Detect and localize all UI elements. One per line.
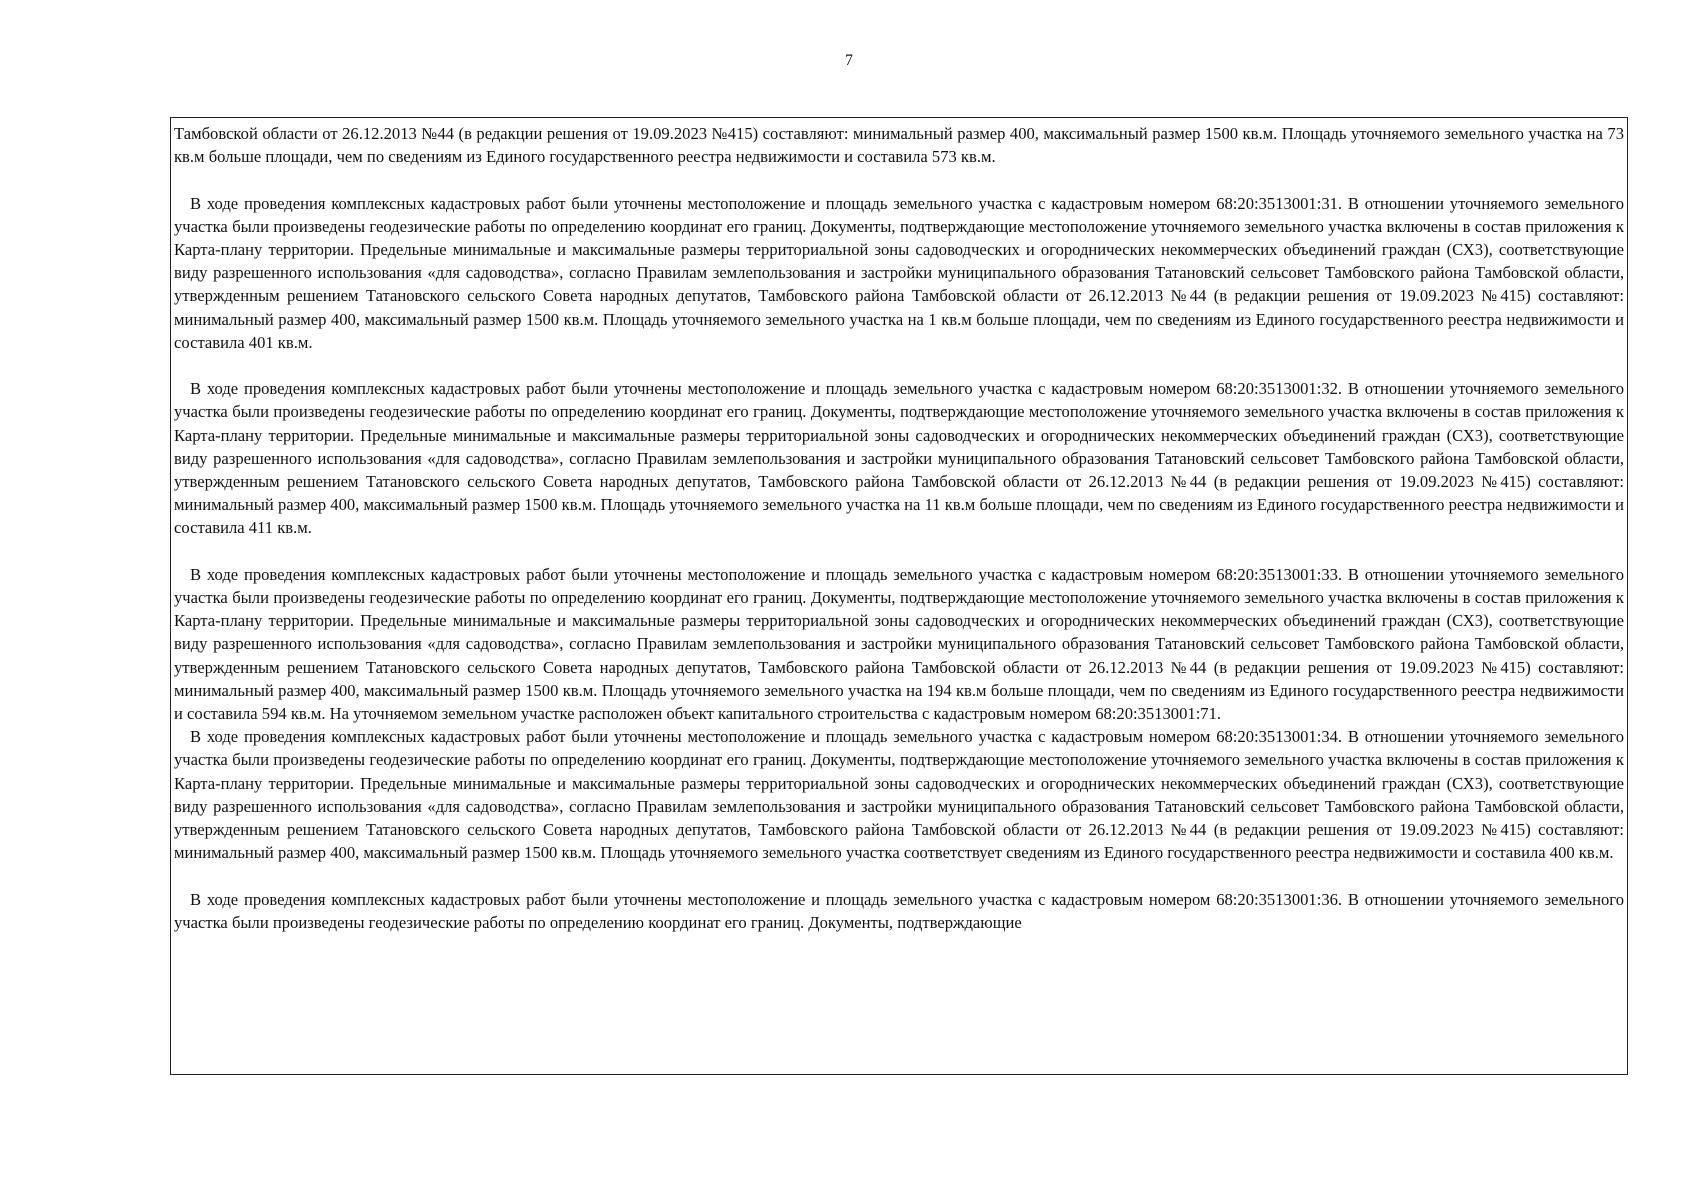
paragraph-continuation: Тамбовской области от 26.12.2013 №44 (в редакции решения от 19.09.2023 №415) составляют: минимальный размер 400, максимальный размер 1500 кв.м. Площадь уточняемого земельного участка на 73 кв.м больше площади, чем по сведениям из Единого государственного реестра недвижимости и составила 573 кв.м. [174,124,1624,167]
paragraph-parcel-33: В ходе проведения комплексных кадастровых работ были уточнены местоположение и площадь земельного участка с кадастровым номером 68:20:3513001:33. В отношении уточняемого земельного участка были произведены геодезические работы по определению координат его границ. Документы, подтверждающие местоположение уточняемого земельного участка включены в состав приложения к Карта-плану территории. Предельные минимальные и максимальные размеры территориальной зоны садоводческих и огороднических некоммерческих объединений граждан (СХ3), соответствующие виду разрешенного использования «для садоводства», согласно Правилам землепользования и застройки муниципального образования Татановский сельсовет Тамбовского района Тамбовской области, утвержденным решением Татановского сельского Совета народных депутатов, Тамбовского района Тамбовской области от 26.12.2013 №44 (в редакции решения от 19.09.2023 №415) составляют: минимальный размер 400, максимальный размер 1500 кв.м. Площадь уточняемого земельного участка на 194 кв.м больше площади, чем по сведениям из Единого государственного реестра недвижимости и составила 594 кв.м. На уточняемом земельном участке расположен объект капитального строительства с кадастровым номером 68:20:3513001:71. [174,564,1624,724]
paragraph-parcel-31: В ходе проведения комплексных кадастровых работ были уточнены местоположение и площадь земельного участка с кадастровым номером 68:20:3513001:31. В отношении уточняемого земельного участка были произведены геодезические работы по определению координат его границ. Документы, подтверждающие местоположение уточняемого земельного участка включены в состав приложения к Карта-плану территории. Предельные минимальные и максимальные размеры территориальной зоны садоводческих и огороднических некоммерческих объединений граждан (СХ3), соответствующие виду разрешенного использования «для садоводства», согласно Правилам землепользования и застройки муниципального образования Татановский сельсовет Тамбовского района Тамбовской области, утвержденным решением Татановского сельского Совета народных депутатов, Тамбовского района Тамбовской области от 26.12.2013 №44 (в редакции решения от 19.09.2023 №415) составляют: минимальный размер 400, максимальный размер 1500 кв.м. Площадь уточняемого земельного участка на 1 кв.м больше площади, чем по сведениям из Единого государственного реестра недвижимости и составила 401 кв.м. [174,193,1624,352]
paragraph-gap [174,354,1624,377]
paragraph-gap [174,168,1624,191]
paragraph-parcel-36: В ходе проведения комплексных кадастровых работ были уточнены местоположение и площадь земельного участка с кадастровым номером 68:20:3513001:36. В отношении уточняемого земельного участка были произведены геодезические работы по определению координат его границ. Документы, подтверждающие [174,889,1624,932]
page-number: 7 [845,52,853,69]
paragraph-gap [174,540,1624,563]
text-frame [170,117,1628,1075]
paragraph-gap [174,864,1624,887]
paragraph-parcel-32: В ходе проведения комплексных кадастровых работ были уточнены местоположение и площадь земельного участка с кадастровым номером 68:20:3513001:32. В отношении уточняемого земельного участка были произведены геодезические работы по определению координат его границ. Документы, подтверждающие местоположение уточняемого земельного участка включены в состав приложения к Карта-плану территории. Предельные минимальные и максимальные размеры территориальной зоны садоводческих и огороднических некоммерческих объединений граждан (СХ3), соответствующие виду разрешенного использования «для садоводства», согласно Правилам землепользования и застройки муниципального образования Татановский сельсовет Тамбовского района Тамбовской области, утвержденным решением Татановского сельского Совета народных депутатов, Тамбовского района Тамбовской области от 26.12.2013 №44 (в редакции решения от 19.09.2023 №415) составляют: минимальный размер 400, максимальный размер 1500 кв.м. Площадь уточняемого земельного участка на 11 кв.м больше площади, чем по сведениям из Единого государственного реестра недвижимости и составила 411 кв.м. [174,379,1624,538]
paragraph-parcel-34: В ходе проведения комплексных кадастровых работ были уточнены местоположение и площадь земельного участка с кадастровым номером 68:20:3513001:34. В отношении уточняемого земельного участка были произведены геодезические работы по определению координат его границ. Документы, подтверждающие местоположение уточняемого земельного участка включены в состав приложения к Карта-плану территории. Предельные минимальные и максимальные размеры территориальной зоны садоводческих и огороднических некоммерческих объединений граждан (СХ3), соответствующие виду разрешенного использования «для садоводства», согласно Правилам землепользования и застройки муниципального образования Татановский сельсовет Тамбовского района Тамбовской области, утвержденным решением Татановского сельского Совета народных депутатов, Тамбовского района Тамбовской области от 26.12.2013 №44 (в редакции решения от 19.09.2023 №415) составляют: минимальный размер 400, максимальный размер 1500 кв.м. Площадь уточняемого земельного участка соответствует сведениям из Единого государственного реестра недвижимости и составила 400 кв.м. [174,727,1624,863]
